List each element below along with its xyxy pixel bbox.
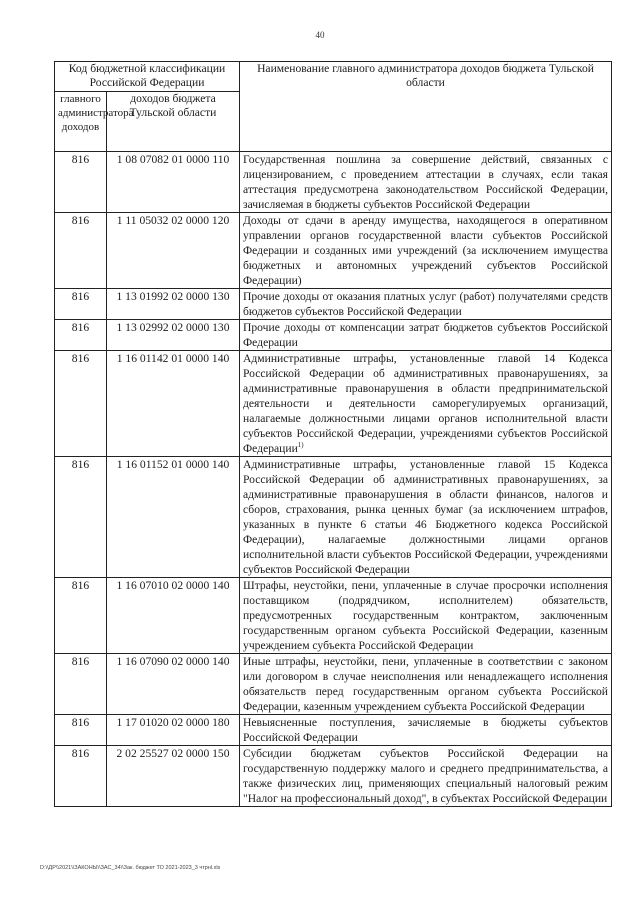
table-row bbox=[55, 152, 612, 213]
revenue-name-text: Прочие доходы от оказания платных услуг (работ) получателями средств бюджетов субъектов Российской Федерации bbox=[243, 290, 609, 318]
administrator-name-header: Наименование главного администратора доходов бюджета Тульской области bbox=[240, 62, 612, 152]
revenue-code-cell: 1 16 01142 01 0000 140 bbox=[107, 351, 240, 457]
revenue-code-cell: 1 11 05032 02 0000 120 bbox=[107, 213, 240, 289]
revenue-name-text: Штрафы, неустойки, пени, уплаченные в случае просрочки исполнения поставщиком (подрядчиком, исполнителем) обязательств, предусмотренных государственным контрактом, заключенным государственным органом субъекта Российской Федерации, казенным учреждением субъекта Российской Федерации bbox=[243, 579, 609, 652]
revenue-name-text: Доходы от сдачи в аренду имущества, находящегося в оперативном управлении органов государственной власти субъектов Российской Федерации и созданных ими учреждений (за исключением имущества бюджетных и автономных учреждений субъектов Российской Федерации) bbox=[243, 214, 609, 287]
admin-code-cell: 816 bbox=[55, 654, 107, 715]
admin-code-cell: 816 bbox=[55, 746, 107, 807]
table-row bbox=[55, 457, 612, 578]
admin-code-cell: 816 bbox=[55, 152, 107, 213]
admin-code-cell: 816 bbox=[55, 457, 107, 578]
revenue-name-cell bbox=[240, 152, 612, 213]
revenue-code-cell: 1 13 02992 02 0000 130 bbox=[107, 320, 240, 351]
revenue-administrators-table bbox=[54, 61, 612, 807]
table-row bbox=[55, 213, 612, 289]
revenue-code-cell: 1 16 07010 02 0000 140 bbox=[107, 578, 240, 654]
revenue-code-cell: 1 16 07090 02 0000 140 bbox=[107, 654, 240, 715]
admin-code-cell: 816 bbox=[55, 213, 107, 289]
budget-classification-header: Код бюджетной классификации Российской Федерации bbox=[55, 62, 240, 92]
revenue-code-cell: 1 13 01992 02 0000 130 bbox=[107, 289, 240, 320]
admin-code-cell: 816 bbox=[55, 351, 107, 457]
header-row-top bbox=[55, 62, 612, 92]
revenue-name-cell bbox=[240, 213, 612, 289]
page-number: 40 bbox=[315, 30, 325, 40]
revenue-name-cell bbox=[240, 746, 612, 807]
revenue-name-cell bbox=[240, 457, 612, 578]
table-row bbox=[55, 715, 612, 746]
revenue-name-cell bbox=[240, 715, 612, 746]
table-row bbox=[55, 578, 612, 654]
admin-code-cell: 816 bbox=[55, 289, 107, 320]
revenue-code-cell: 1 08 07082 01 0000 110 bbox=[107, 152, 240, 213]
revenue-name-cell bbox=[240, 351, 612, 457]
revenue-name-cell bbox=[240, 578, 612, 654]
admin-code-header: главного администратора доходов bbox=[55, 92, 107, 152]
file-path-footer: D:\\ДР\\2021\\ЗАКОНЫ\\ЗАС_34\\Зак. бюджет ТО 2021-2023_3 чтрнl.xls bbox=[40, 865, 221, 871]
revenue-name-text: Государственная пошлина за совершение действий, связанных с лицензированием, с проведением аттестации в случаях, если такая аттестация предусмотрена законодательством Российской Федерации, зачисляемая в бюджеты субъектов Российской Федерации bbox=[243, 153, 609, 211]
footnote-marker: 1) bbox=[297, 441, 304, 450]
revenue-name-cell bbox=[240, 320, 612, 351]
revenue-code-cell: 2 02 25527 02 0000 150 bbox=[107, 746, 240, 807]
revenue-name-text: Административные штрафы, установленные главой 15 Кодекса Российской Федерации об административных правонарушениях, за административные правонарушения в области финансов, налогов и сборов, страхования, рынка ценных бумаг (за исключением штрафов, указанных в пункте 6 статьи 46 Бюджетного кодекса Российской Федерации), налагаемые должностными лицами органов исполнительной власти субъектов Российской Федерации, учреждениями субъектов Российской Федерации bbox=[243, 458, 609, 576]
revenue-code-cell: 1 16 01152 01 0000 140 bbox=[107, 457, 240, 578]
revenue-code-cell: 1 17 01020 02 0000 180 bbox=[107, 715, 240, 746]
revenue-name-cell bbox=[240, 654, 612, 715]
admin-code-cell: 816 bbox=[55, 578, 107, 654]
revenue-name-text: Административные штрафы, установленные главой 14 Кодекса Российской Федерации об административных правонарушениях, за административные правонарушения в области предпринимательской деятельности и деятельности саморегулируемых организаций, налагаемые должностными лицами органов исполнительной власти субъектов Российской Федерации, учреждениями субъектов Российской Федерации bbox=[243, 352, 609, 455]
table-row bbox=[55, 351, 612, 457]
revenue-name-text: Иные штрафы, неустойки, пени, уплаченные в соответствии с законом или договором в случае неисполнения или ненадлежащего исполнения обязательств перед государственным органом субъекта Российской Федерации, казенным учреждением субъекта Российской Федерации bbox=[243, 655, 609, 713]
admin-code-cell: 816 bbox=[55, 320, 107, 351]
table-row bbox=[55, 320, 612, 351]
revenue-name-cell bbox=[240, 289, 612, 320]
revenue-name-text: Субсидии бюджетам субъектов Российской Федерации на государственную поддержку малого и среднего предпринимательства, а также физических лиц, применяющих специальный налоговый режим "Налог на профессиональный доход", в субъектах Российской Федерации bbox=[243, 747, 609, 805]
table-row bbox=[55, 289, 612, 320]
revenue-code-header: доходов бюджета Тульской области bbox=[107, 92, 240, 152]
revenue-name-text: Прочие доходы от компенсации затрат бюджетов субъектов Российской Федерации bbox=[243, 321, 609, 349]
admin-code-cell: 816 bbox=[55, 715, 107, 746]
table-row bbox=[55, 746, 612, 807]
revenue-name-text: Невыясненные поступления, зачисляемые в бюджеты субъектов Российской Федерации bbox=[243, 716, 609, 744]
table-row bbox=[55, 654, 612, 715]
